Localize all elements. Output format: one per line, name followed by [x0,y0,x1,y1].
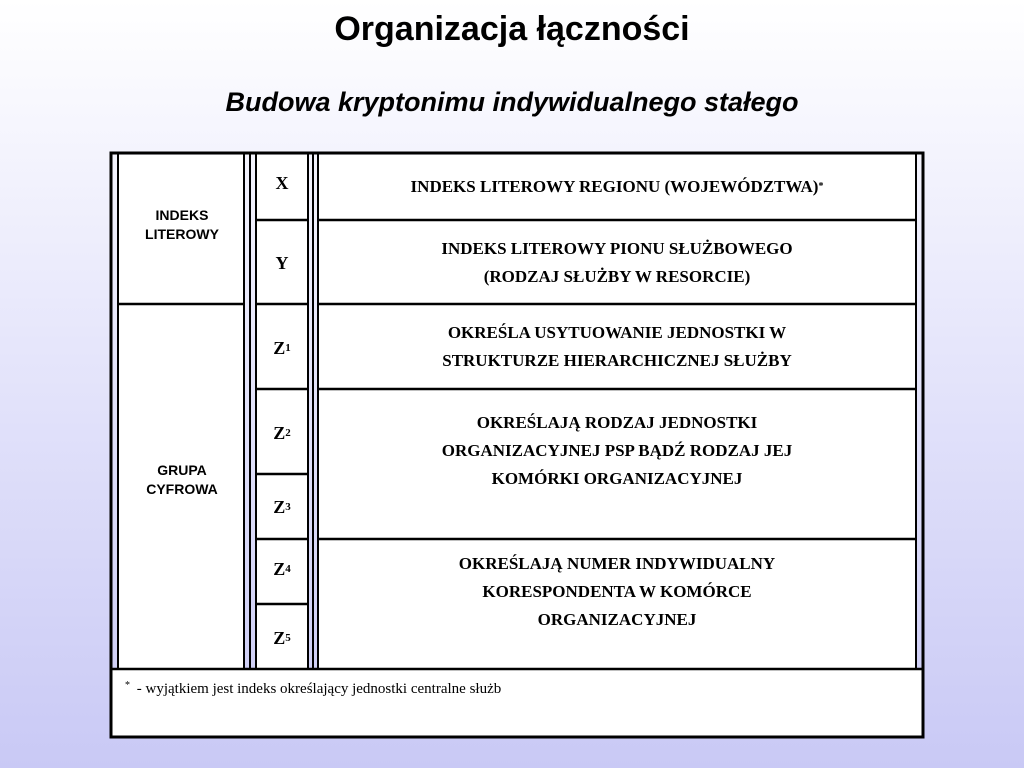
code-z1-base: Z [273,337,286,358]
group-literal-label: INDEKS LITEROWY [145,207,219,242]
desc-x [318,172,916,202]
code-z5-sub: 5 [285,632,291,644]
code-z3 [256,494,308,520]
group-digital-label: GRUPA CYFROWA [146,462,218,497]
code-z2-base: Z [273,422,286,443]
code-z1 [256,335,308,361]
slide-title: Organizacja łączności [334,10,690,48]
desc-z23-line2: ORGANIZACYJNEJ PSP BĄDŹ RODZAJ JEJ [441,441,793,460]
code-z4 [256,556,308,582]
code-x: X [275,172,289,193]
footnote-text: - wyjątkiem jest indeks określający jednostki centralne służb [133,681,502,697]
desc-z23-line3: KOMÓRKI ORGANIZACYJNEJ [491,469,743,488]
desc-z2-z3 [318,408,916,494]
desc-z45-line1: OKREŚLAJĄ NUMER INDYWIDUALNY [458,554,776,573]
desc-z23-line1: OKREŚLAJĄ RODZAJ JEDNOSTKI [476,413,758,432]
desc-y-line2: (RODZAJ SŁUŻBY W RESORCIE) [483,267,751,286]
desc-z1-line1: OKREŚLA USYTUOWANIE JEDNOSTKI W [447,323,787,342]
desc-z45-line2: KORESPONDENTA W KOMÓRCE [482,582,752,601]
code-z2-sub: 2 [285,427,291,439]
code-z2 [256,420,308,446]
footnote [125,680,501,698]
desc-x-footnote-mark: * [818,181,824,192]
desc-z45-line3: ORGANIZACYJNEJ [537,610,697,629]
desc-y [318,234,916,292]
desc-x-text: INDEKS LITEROWY REGIONU (WOJEWÓDZTWA) [410,177,819,196]
desc-z1 [318,318,916,376]
slide-subtitle: Budowa kryptonimu indywidualnego stałego [225,87,799,117]
code-z3-sub: 3 [285,501,291,513]
desc-y-line1: INDEKS LITEROWY PIONU SŁUŻBOWEGO [441,239,793,258]
code-z5 [256,625,308,651]
code-z4-base: Z [273,558,286,579]
desc-z4-z5 [318,549,916,635]
code-z3-base: Z [273,496,286,517]
code-z4-sub: 4 [285,563,291,575]
code-z1-sub: 1 [285,342,291,354]
code-z5-base: Z [273,627,286,648]
code-y: Y [275,252,289,273]
footnote-mark: * [125,680,130,691]
desc-z1-line2: STRUKTURZE HIERARCHICZNEJ SŁUŻBY [442,351,792,370]
